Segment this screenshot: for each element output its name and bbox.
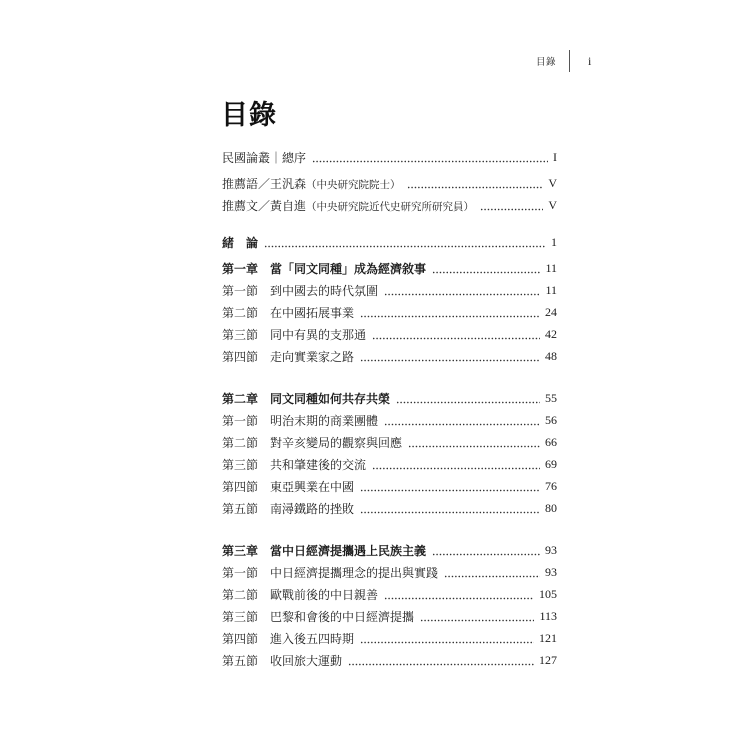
chapter-number: 第二章 [222,391,259,406]
page-number: 127 [539,652,557,667]
page-number: 93 [545,542,557,557]
section-label [222,608,414,625]
toc-entry-section [222,583,557,605]
page-number: 24 [545,304,557,319]
section-label [222,652,342,669]
chapter-label [222,260,426,277]
section-title: 南潯鐵路的挫敗 [270,501,355,516]
page-number: 42 [545,326,557,341]
entry-label: 推薦語／王汎森 [222,176,307,191]
dot-leader [407,172,544,194]
dot-leader [408,431,540,453]
toc-entry-section [222,431,557,453]
header-divider [569,50,570,72]
dot-leader [312,146,548,168]
page-number: 93 [545,564,557,579]
section-number: 第四節 [222,349,259,364]
section-label [222,500,354,517]
page-number: 55 [545,390,557,405]
dot-leader [360,497,540,519]
section-number: 第一節 [222,413,259,428]
dot-leader [384,409,540,431]
section-label [222,630,354,647]
dot-leader [444,561,540,583]
dot-leader [384,583,534,605]
toc-entry-chapter [222,539,557,561]
page-number: 11 [545,282,557,297]
dot-leader [432,539,540,561]
dot-leader [372,453,540,475]
toc-entry-section [222,323,557,345]
dot-leader [480,194,543,216]
toc-entry-front-matter [222,172,557,194]
section-label [222,304,354,321]
running-title: 目錄 [536,57,557,68]
section-title: 共和肇建後的交流 [270,457,367,472]
page-number: 76 [545,478,557,493]
page-number: 105 [539,586,557,601]
chapter-title: 當「同文同種」成為經濟敘事 [270,261,427,276]
toc-entry-section [222,409,557,431]
entry-affiliation: （中央研究院院士） [306,178,401,191]
section-title: 對辛亥變局的觀察與回應 [270,435,403,450]
section-title: 東亞興業在中國 [270,479,355,494]
page-number: 80 [545,500,557,515]
toc-entry-section [222,475,557,497]
chapter-number: 第三章 [222,543,259,558]
section-title: 同中有異的支那通 [270,327,367,342]
section-title: 明治末期的商業團體 [270,413,379,428]
section-title: 到中國去的時代氛圍 [270,283,379,298]
section-label [222,456,366,473]
section-title: 在中國拓展事業 [270,305,355,320]
dot-leader [432,257,540,279]
dot-leader [372,323,540,345]
dot-leader [360,475,540,497]
section-number: 第三節 [222,327,259,342]
section-number: 第三節 [222,609,259,624]
section-number: 第五節 [222,501,259,516]
dot-leader [360,627,534,649]
entry-label-group [222,197,474,214]
section-number: 第四節 [222,631,259,646]
section-number: 第一節 [222,283,259,298]
chapter-title: 當中日經濟提攜遇上民族主義 [270,543,427,558]
section-title: 收回旅大運動 [270,653,343,668]
dot-leader [396,387,540,409]
toc-entry-section [222,627,557,649]
chapter-label [222,542,426,559]
page-number: I [553,149,557,164]
entry-affiliation: （中央研究院近代史研究所研究員） [306,200,475,213]
page-number: 69 [545,456,557,471]
page-number: 11 [545,260,557,275]
toc-title: 目錄 [221,100,277,131]
dot-leader [420,605,534,627]
section-title: 走向實業家之路 [270,349,355,364]
chapter-label [222,390,390,407]
section-label [222,348,354,365]
section-title: 中日經濟提攜理念的提出與實踐 [270,565,439,580]
dot-leader [264,231,546,253]
page-header [536,50,591,72]
section-number: 第三節 [222,457,259,472]
introduction-label: 緒 論 [222,235,259,250]
section-label [222,326,366,343]
section-number: 第一節 [222,565,259,580]
toc-entry-chapter [222,387,557,409]
toc-entry-section [222,561,557,583]
toc-entry-front-matter [222,194,557,216]
toc-entry-section [222,301,557,323]
toc-entry-section [222,649,557,671]
section-number: 第四節 [222,479,259,494]
page-number: V [548,175,557,190]
page-number: 56 [545,412,557,427]
table-of-contents [222,146,557,671]
section-title: 巴黎和會後的中日經濟提攜 [270,609,415,624]
page-number: 113 [539,608,557,623]
section-number: 第二節 [222,435,259,450]
toc-entry-section [222,279,557,301]
page-number: 1 [551,234,557,249]
toc-entry-section [222,605,557,627]
entry-label: 推薦文／黃自進 [222,198,307,213]
section-label [222,412,378,429]
dot-leader [360,345,540,367]
page-number: 66 [545,434,557,449]
section-label [222,564,438,581]
toc-entry-section [222,345,557,367]
section-label [222,282,378,299]
chapter-title: 同文同種如何共存共榮 [270,391,391,406]
dot-leader [384,279,540,301]
section-number: 第二節 [222,587,259,602]
page-number: 48 [545,348,557,363]
page-number: V [548,197,557,212]
dot-leader [360,301,540,323]
toc-entry-section [222,497,557,519]
section-label [222,434,402,451]
section-title: 進入後五四時期 [270,631,355,646]
section-label [222,586,378,603]
toc-entry-chapter [222,257,557,279]
section-number: 第五節 [222,653,259,668]
dot-leader [348,649,534,671]
header-page-number: i [588,53,592,68]
section-title: 歐戰前後的中日親善 [270,587,379,602]
section-label [222,478,354,495]
toc-entry-introduction [222,231,557,253]
entry-label-group [222,175,401,192]
chapter-number: 第一章 [222,261,259,276]
page-number: 121 [539,630,557,645]
section-number: 第二節 [222,305,259,320]
entry-label: 民國論叢｜總序 [222,150,307,165]
toc-entry-front-matter [222,146,557,168]
toc-entry-section [222,453,557,475]
